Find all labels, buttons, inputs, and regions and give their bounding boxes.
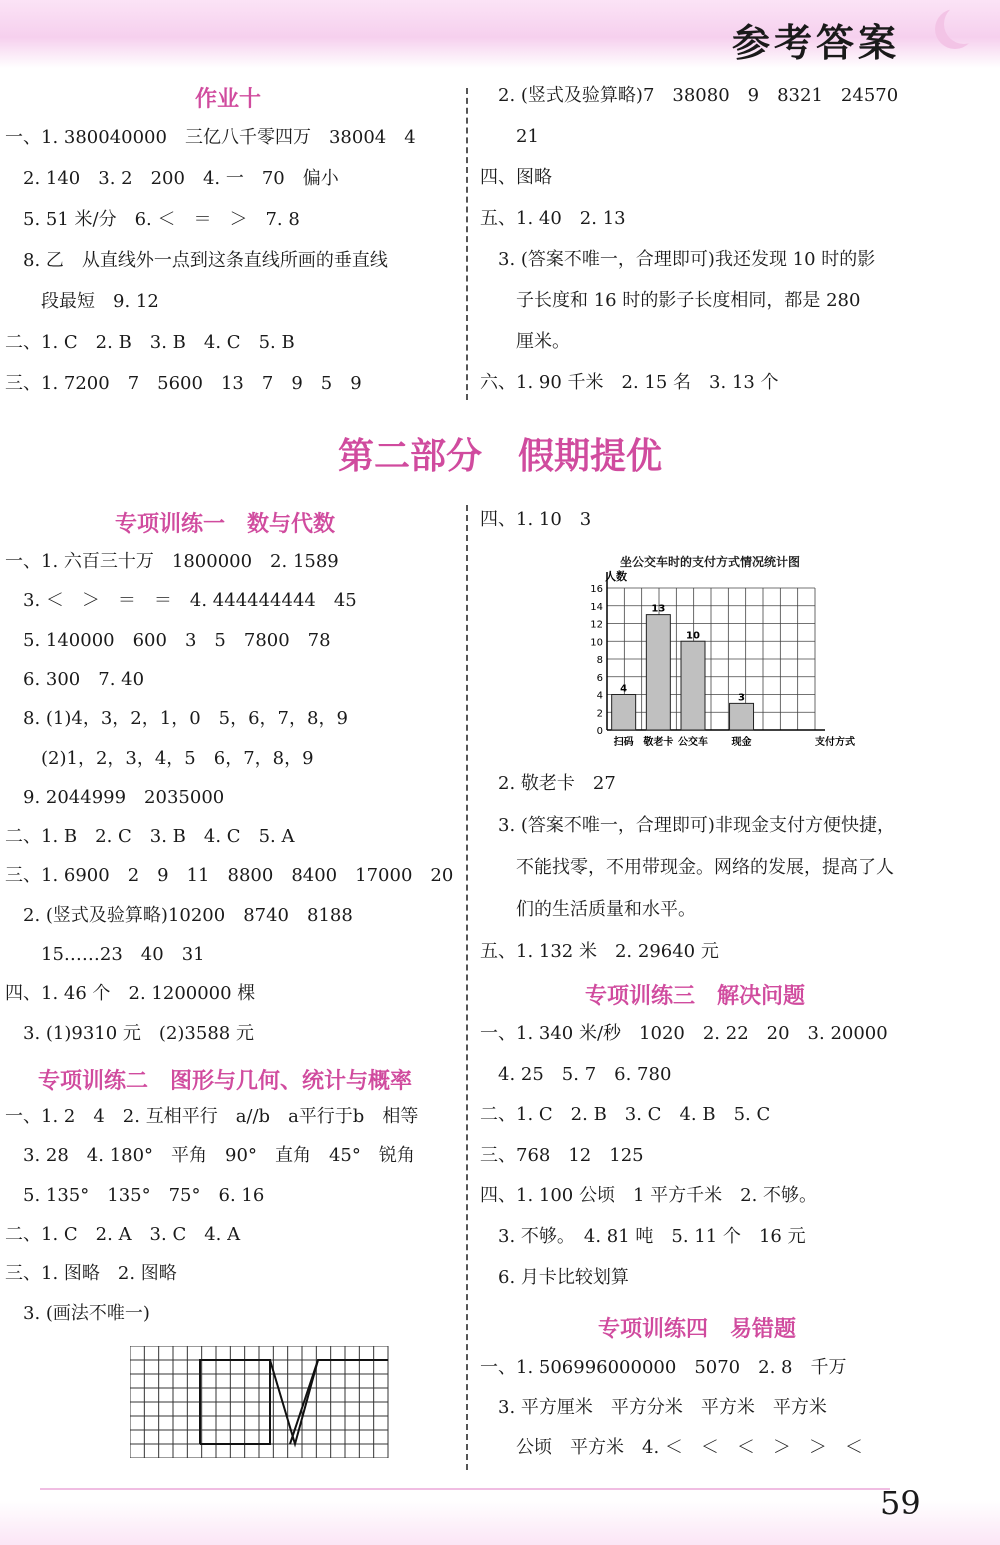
answer-line: 5. 135° 135° 75° 6. 16 <box>5 1184 265 1206</box>
column-divider-top <box>466 88 468 400</box>
column-divider-bottom <box>466 505 468 1470</box>
answer-line: 3. ＜ ＞ ＝ ＝ 4. 444444444 45 <box>5 590 357 612</box>
answer-line: 3. (1)9310 元 (2)3588 元 <box>5 1022 254 1044</box>
answer-line: 15……23 40 31 <box>5 944 205 965</box>
answer-line: 5. 140000 600 3 5 7800 78 <box>5 629 331 651</box>
answer-line: 三、1. 图略 2. 图略 <box>5 1263 177 1285</box>
section-heading-training-4: 专项训练四 易错题 <box>598 1317 797 1342</box>
answer-line: 四、1. 100 公顷 1 平方千米 2. 不够。 <box>480 1185 818 1207</box>
answer-line: 8. 乙 从直线外一点到这条直线所画的垂直线 <box>5 250 388 271</box>
data-label: 10 <box>686 630 700 642</box>
answer-line: 3. (答案不唯一，合理即可)我还发现 10 时的影 <box>480 249 876 270</box>
bar-0 <box>612 695 636 731</box>
bar-1 <box>646 615 670 730</box>
answer-line: 4. 25 5. 7 6. 780 <box>480 1063 672 1085</box>
answer-line: 二、1. C 2. B 3. B 4. C 5. B <box>5 332 295 353</box>
footer-line <box>40 1488 890 1490</box>
footer-decoration <box>0 1500 1000 1545</box>
answer-line: 2. (竖式及验算略)7 38080 9 8321 24570 <box>480 85 899 106</box>
answer-line: 们的生活质量和水平。 <box>480 899 696 920</box>
chart-title: 坐公交车时的支付方式情况统计图 <box>620 555 801 569</box>
bar-2 <box>681 641 705 730</box>
answer-line: 2. 140 3. 2 200 4. 一 70 偏小 <box>5 168 339 189</box>
answer-line: 三、768 12 125 <box>480 1144 644 1166</box>
data-label: 3 <box>738 692 746 704</box>
y-tick-label: 0 <box>596 726 603 737</box>
y-tick-label: 16 <box>590 584 603 595</box>
y-tick-label: 6 <box>596 672 603 684</box>
category-label: 敬老卡 <box>643 737 674 748</box>
answer-line: 五、1. 132 米 2. 29640 元 <box>480 941 719 962</box>
section-heading-training-3: 专项训练三 解决问题 <box>585 984 806 1009</box>
y-tick-label: 2 <box>596 708 603 720</box>
answer-line: 段最短 9. 12 <box>5 291 159 312</box>
answer-line: 二、1. C 2. B 3. C 4. B 5. C <box>480 1104 771 1126</box>
answer-line: 2. 敬老卡 27 <box>480 773 616 794</box>
y-tick-label: 4 <box>596 690 603 702</box>
data-label: 13 <box>651 603 666 615</box>
y-tick-label: 14 <box>590 601 603 613</box>
answer-line: 3. (画法不唯一) <box>5 1302 150 1324</box>
answer-line: 不能找零，不用带现金。网络的发展，提高了人 <box>480 857 894 878</box>
answer-line: 三、1. 6900 2 9 11 8800 8400 17000 20 <box>5 865 454 887</box>
answer-line: 五、1. 40 2. 13 <box>480 208 626 229</box>
header-banner <box>0 0 1000 68</box>
answer-line: (2)1，2，3，4，5 6，7，8，9 <box>5 747 314 769</box>
category-label: 公交车 <box>678 737 708 748</box>
answer-line: 一、1. 380040000 三亿八千零四万 38004 4 <box>5 127 416 148</box>
answer-line: 5. 51 米/分 6. ＜ ＝ ＞ 7. 8 <box>5 209 300 230</box>
section-heading-training-1: 专项训练一 数与代数 <box>115 512 336 537</box>
page-number: 59 <box>880 1484 921 1522</box>
answer-line: 3. 不够。 4. 81 吨 5. 11 个 16 元 <box>480 1226 806 1247</box>
answer-line: 一、1. 340 米/秒 1020 2. 22 20 3. 20000 <box>480 1023 888 1044</box>
answer-line: 二、1. B 2. C 3. B 4. C 5. A <box>5 826 295 848</box>
answer-line: 六、1. 90 千米 2. 15 名 3. 13 个 <box>480 372 779 393</box>
section-heading-training-2: 专项训练二 图形与几何、统计与概率 <box>38 1069 413 1094</box>
answer-line: 厘米。 <box>480 331 570 352</box>
y-tick-label: 8 <box>596 655 603 666</box>
grid-drawing <box>130 1346 392 1458</box>
category-label: 扫码 <box>613 737 634 748</box>
answer-line: 四、图略 <box>480 167 552 188</box>
x-axis-label: 支付方式 <box>815 737 855 748</box>
answer-line: 6. 300 7. 40 <box>5 668 145 690</box>
y-axis-label: 人数 <box>605 570 627 583</box>
page-header-title: 参考答案 <box>731 21 900 65</box>
answer-line: 3. 28 4. 180° 平角 90° 直角 45° 锐角 <box>5 1145 415 1167</box>
answer-line: 子长度和 16 时的影子长度相同，都是 280 <box>480 290 861 311</box>
answer-line: 四、1. 10 3 <box>480 509 592 530</box>
bar-chart <box>585 568 865 753</box>
part-two-title: 第二部分 假期提优 <box>337 436 662 477</box>
answer-line: 公顷 平方米 4. ＜ ＜ ＜ ＞ ＞ ＜ <box>480 1437 863 1458</box>
answer-line: 8. (1)4，3，2，1，0 5，6，7，8，9 <box>5 708 348 730</box>
y-tick-label: 10 <box>590 637 603 649</box>
y-tick-label: 12 <box>590 619 603 631</box>
answer-line: 一、1. 506996000000 5070 2. 8 千万 <box>480 1357 847 1378</box>
data-label: 4 <box>620 683 628 695</box>
answer-line: 3. (答案不唯一，合理即可)非现金支付方便快捷， <box>480 815 895 836</box>
answer-line: 一、1. 2 4 2. 互相平行 a//b a平行于b 相等 <box>5 1106 419 1127</box>
answer-line: 一、1. 六百三十万 1800000 2. 1589 <box>5 551 339 572</box>
answer-line: 3. 平方厘米 平方分米 平方米 平方米 <box>480 1397 827 1418</box>
answer-line: 9. 2044999 2035000 <box>5 786 225 808</box>
answer-line: 三、1. 7200 7 5600 13 7 9 5 9 <box>5 373 362 394</box>
answer-line: 2. (竖式及验算略)10200 8740 8188 <box>5 904 353 926</box>
answer-line: 二、1. C 2. A 3. C 4. A <box>5 1223 241 1245</box>
answer-line: 6. 月卡比较划算 <box>480 1266 629 1288</box>
answer-line: 四、1. 46 个 2. 1200000 棵 <box>5 983 256 1005</box>
category-label: 现金 <box>731 737 752 748</box>
section-heading-homework-10: 作业十 <box>195 87 262 112</box>
bar-3 <box>730 703 754 730</box>
answer-line: 21 <box>480 126 539 147</box>
moon-icon <box>944 4 984 44</box>
